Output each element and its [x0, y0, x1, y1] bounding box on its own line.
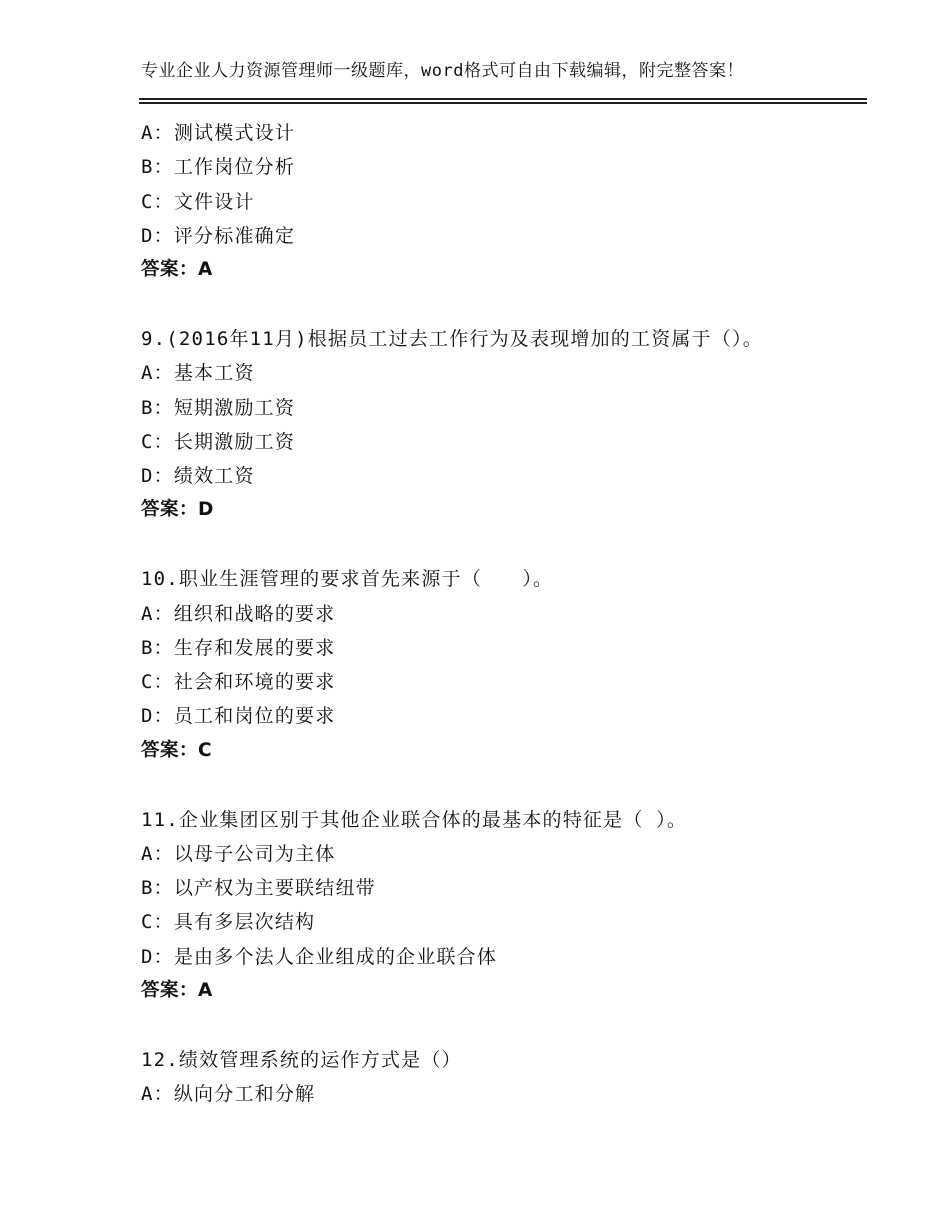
option-line: A：组织和战略的要求 — [141, 602, 336, 625]
option-line: B：工作岗位分析 — [141, 156, 296, 179]
option-line: A：以母子公司为主体 — [141, 842, 336, 865]
option-line: B：生存和发展的要求 — [141, 636, 336, 659]
option-line: C：文件设计 — [141, 190, 255, 213]
answer-line: 答案：D — [141, 499, 214, 521]
header-rule-bottom — [139, 102, 867, 104]
option-line: D：是由多个法人企业组成的企业联合体 — [141, 945, 498, 968]
answer-line: 答案：A — [141, 980, 213, 1002]
option-line: B：以产权为主要联结纽带 — [141, 877, 376, 900]
question-line: 10.职业生涯管理的要求首先来源于（ ）。 — [141, 568, 554, 591]
option-line: C：长期激励工资 — [141, 430, 296, 453]
document-header: 专业企业人力资源管理师一级题库，word格式可自由下载编辑，附完整答案！ — [141, 61, 744, 81]
option-line: C：具有多层次结构 — [141, 911, 316, 934]
header-rule-top — [139, 98, 867, 100]
question-line: 9.(2016年11月)根据员工过去工作行为及表现增加的工资属于（）。 — [141, 327, 763, 350]
option-line: D：员工和岗位的要求 — [141, 705, 336, 728]
question-list — [141, 116, 861, 1111]
option-line: A：测试模式设计 — [141, 122, 296, 144]
option-line: A：基本工资 — [141, 362, 255, 385]
option-line: D：绩效工资 — [141, 465, 255, 488]
answer-line: 答案：C — [141, 739, 213, 761]
question-line: 12.绩效管理系统的运作方式是（） — [141, 1048, 462, 1071]
answer-line: 答案：A — [141, 259, 213, 281]
option-line: B：短期激励工资 — [141, 396, 296, 419]
option-line: A：纵向分工和分解 — [141, 1083, 316, 1106]
option-line: C：社会和环境的要求 — [141, 671, 336, 694]
question-line: 11.企业集团区别于其他企业联合体的最基本的特征是（ ）。 — [141, 808, 688, 831]
option-line: D：评分标准确定 — [141, 224, 296, 247]
